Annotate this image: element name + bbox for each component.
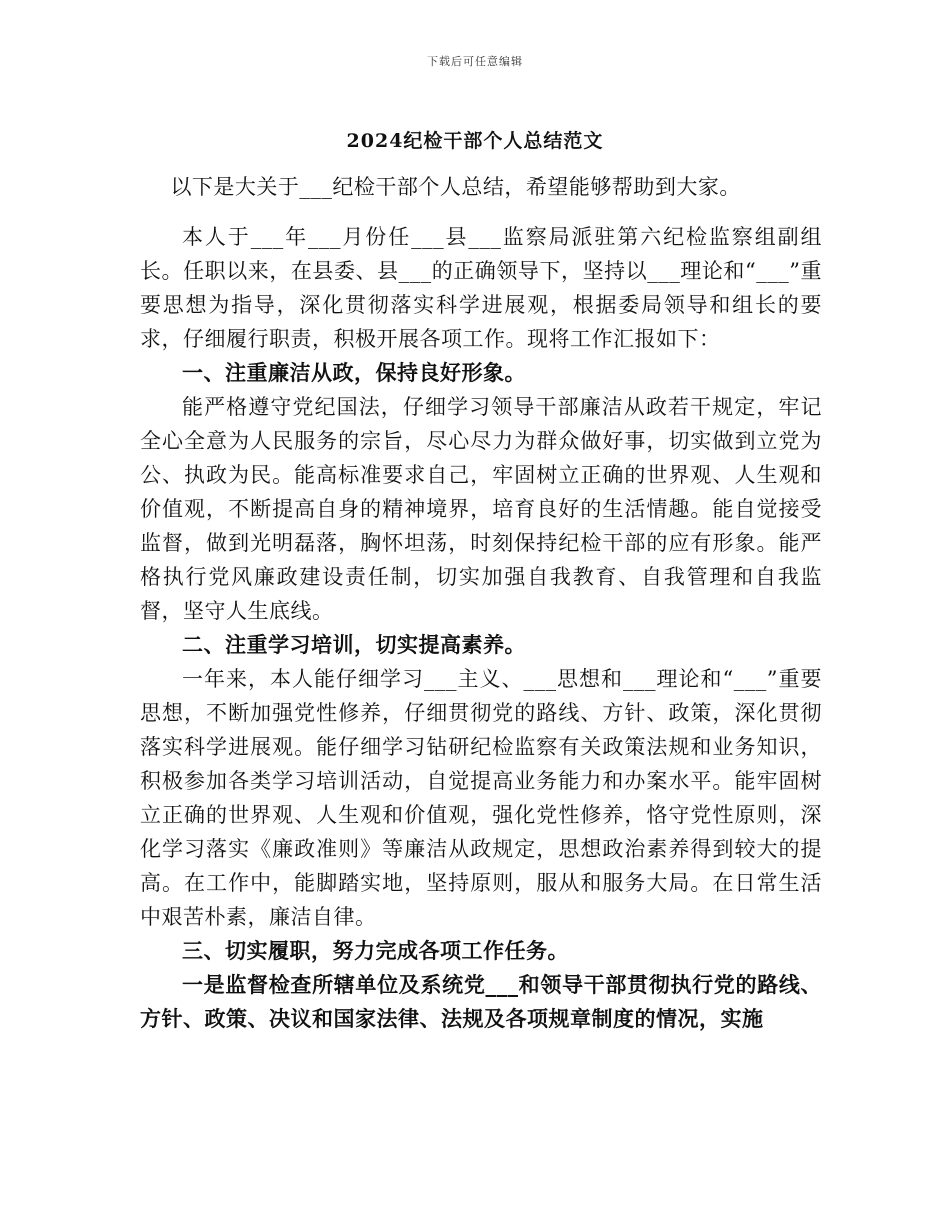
document-body <box>140 170 822 1036</box>
paragraph-appointment: 本人于___年___月份任___县___监察局派驻第六纪检监察组副组长。任职以来，在县委、县___的正确领导下，坚持以___理论和“___”重要思想为指导，深化贯彻落实科学进展观，根据委局领导和组长的要求，仔细履行职责，积极开展各项工作。现将工作汇报如下： <box>140 225 822 351</box>
intro-paragraph: 以下是大关于___纪检干部个人总结，希望能够帮助到大家。 <box>170 175 741 199</box>
paragraph-study: 一年来，本人能仔细学习___主义、___思想和___理论和“___”重要思想，不断加强党性修养，仔细贯彻党的路线、方针、政策，深化贯彻落实科学进展观。能仔细学习钻研纪检监察有关政策法规和业务知识，积极参加各类学习培训活动，自觉提高业务能力和办案水平。能牢固树立正确的世界观、人生观和价值观，强化党性修养，恪守党性原则，深化学习落实《廉政准则》等廉洁从政规定，思想政治素养得到较大的提高。在工作中，能脚踏实地，坚持原则，服从和服务大局。在日常生活中艰苦朴素，廉洁自律。 <box>140 667 822 929</box>
section-heading-1: 一、注重廉洁从政，保持良好形象。 <box>182 360 526 385</box>
header-note: 下载后可任意编辑 <box>427 55 523 68</box>
section-heading-3: 三、切实履职，努力完成各项工作任务。 <box>182 938 569 963</box>
section-heading-2: 二、注重学习培训，切实提高素养。 <box>182 632 526 657</box>
paragraph-integrity: 能严格遵守党纪国法，仔细学习领导干部廉洁从政若干规定，牢记全心全意为人民服务的宗旨，尽心尽力为群众做好事，切实做到立党为公、执政为民。能高标准要求自己，牢固树立正确的世界观、人生观和价值观，不断提高自身的精神境界，培育良好的生活情趣。能自觉接受监督，做到光明磊落，胸怀坦荡，时刻保持纪检干部的应有形象。能严格执行党风廉政建设责任制，切实加强自我教育、自我管理和自我监督，坚守人生底线。 <box>140 395 822 623</box>
document-title: 2024纪检干部个人总结范文 <box>346 130 604 152</box>
paragraph-supervision: 一是监督检查所辖单位及系统党___和领导干部贯彻执行党的路线、方针、政策、决议和国家法律、法规及各项规章制度的情况，实施 <box>140 972 822 1031</box>
